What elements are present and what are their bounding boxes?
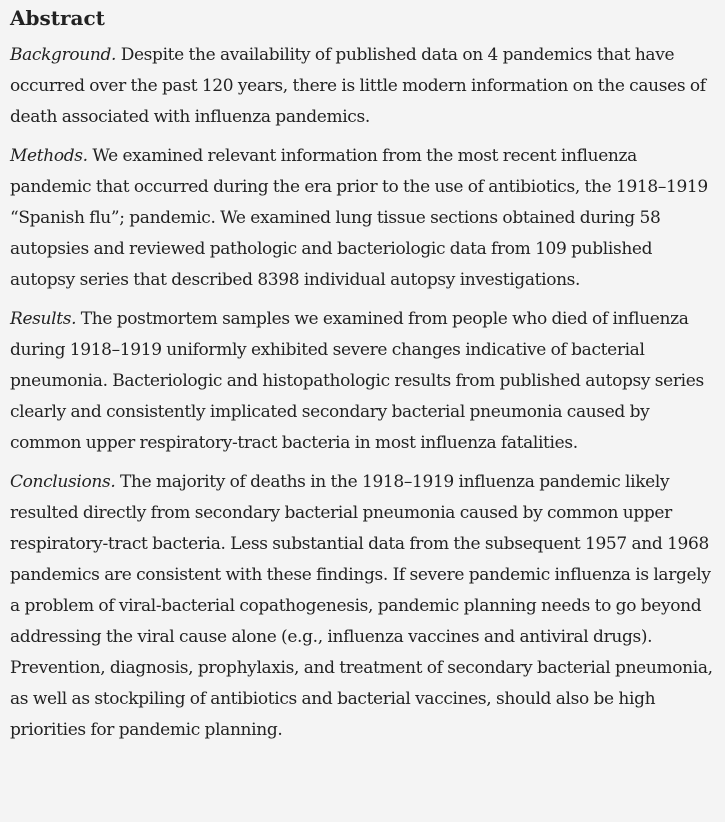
background-label: Background. xyxy=(10,45,117,65)
results-text: The postmortem samples we examined from people who died of influenza during 1918–1919 uniformly exhibited severe changes indicative of bacterial pneumonia. Bacteriologic and histopathologic results from published autopsy series clearly and consistently implicated secondary bacterial pneumonia caused by common upper respiratory-tract bacteria in most influenza fatalities. xyxy=(10,309,704,453)
methods-text: We examined relevant information from the most recent influenza pandemic that occurred during the era prior to the use of antibiotics, the 1918–1919 “Spanish flu”; pandemic. We examined lung tissue sections obtained during 58 autopsies and reviewed pathologic and bacteriologic data from 109 published autopsy series that described 8398 individual autopsy investigations. xyxy=(10,146,708,290)
methods-label: Methods. xyxy=(10,146,88,166)
conclusions-label: Conclusions. xyxy=(10,472,116,492)
conclusions-paragraph xyxy=(10,467,715,746)
results-label: Results. xyxy=(10,309,77,329)
background-paragraph xyxy=(10,40,715,133)
abstract-heading: Abstract xyxy=(10,6,105,30)
results-paragraph xyxy=(10,304,715,459)
methods-paragraph xyxy=(10,141,715,296)
conclusions-text: The majority of deaths in the 1918–1919 influenza pandemic likely resulted directly from secondary bacterial pneumonia caused by common upper respiratory-tract bacteria. Less substantial data from the subsequent 1957 and 1968 pandemics are consistent with these findings. If severe pandemic influenza is largely a problem of viral-bacterial copathogenesis, pandemic planning needs to go beyond addressing the viral cause alone (e.g., influenza vaccines and antiviral drugs). Prevention, diagnosis, prophylaxis, and treatment of secondary bacterial pneumonia, as well as stockpiling of antibiotics and bacterial vaccines, should also be high priorities for pandemic planning. xyxy=(10,472,713,740)
background-text: Despite the availability of published data on 4 pandemics that have occurred over the past 120 years, there is little modern information on the causes of death associated with influenza pandemics. xyxy=(10,45,706,127)
